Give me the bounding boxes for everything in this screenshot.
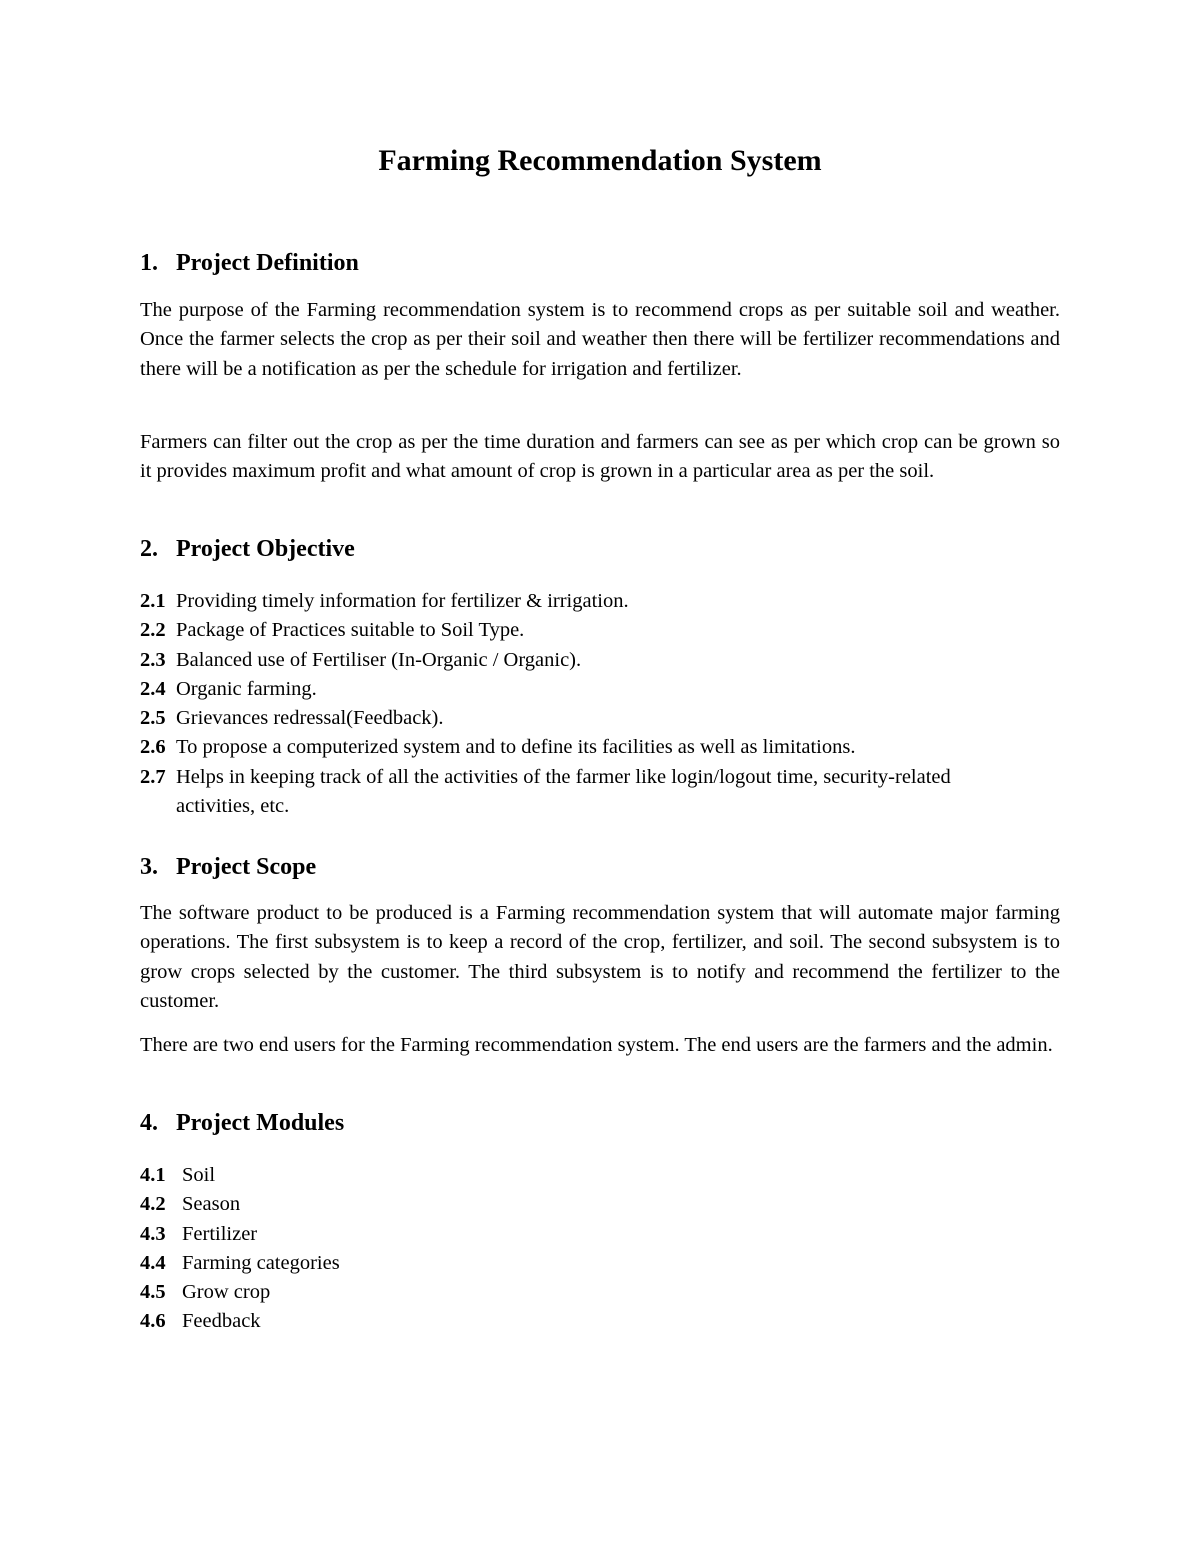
objective-item: [140, 733, 1060, 762]
item-text: Providing timely information for fertilizer & irrigation.: [176, 590, 629, 612]
section-title: Project Definition: [176, 250, 359, 276]
definition-paragraph-2: Farmers can filter out the crop as per the time duration and farmers can see as per which crop can be grown so it provides maximum profit and what amount of crop is grown in a particular area as per the soil.: [140, 431, 1060, 483]
document-title: Farming Recommendation System: [378, 144, 822, 177]
section-number: 2.: [140, 536, 158, 562]
item-text: Grievances redressal(Feedback).: [176, 707, 444, 730]
section-heading-project-definition: [140, 248, 359, 278]
objective-item: [140, 675, 1060, 704]
scope-paragraph-1: The software product to be produced is a Farming recommendation system that will automate major farming operations. The first subsystem is to keep a record of the crop, fertilizer, and soil. The second subsystem is to grow crops selected by the customer. The third subsystem is to notify and recommend the fertilizer to the customer.: [140, 902, 1060, 1012]
scope-paragraph-2: There are two end users for the Farming recommendation system. The end users are the farmers and the admin.: [140, 1034, 1053, 1056]
objective-item: [140, 704, 1060, 733]
item-number: 2.7: [140, 765, 166, 788]
item-number: 4.4: [140, 1251, 166, 1274]
section-number: 4.: [140, 1110, 158, 1136]
definition-paragraph-1: The purpose of the Farming recommendation system is to recommend crops as per suitable soil and weather. Once the farmer selects the crop as per their soil and weather then there will be fertilizer recommendations and there will be a notification as per the schedule for irrigation and fertilizer.: [140, 299, 1060, 380]
item-number: 2.6: [140, 736, 166, 759]
module-item: [140, 1220, 1060, 1249]
section-heading-project-scope: [140, 852, 316, 882]
item-number: 4.6: [140, 1310, 166, 1333]
item-text: Soil: [182, 1164, 216, 1186]
objective-list: [140, 587, 1060, 821]
item-number: 2.3: [140, 648, 166, 671]
objective-item: [140, 646, 1060, 675]
section-title: Project Objective: [176, 536, 355, 562]
item-text: Balanced use of Fertiliser (In-Organic / Organic).: [176, 648, 582, 671]
module-item: [140, 1249, 1060, 1278]
module-item: [140, 1161, 1060, 1190]
item-number: 4.5: [140, 1281, 166, 1304]
item-text: Helps in keeping track of all the activities of the farmer like login/logout time, security-related activities, etc.: [176, 765, 951, 818]
item-text: Season: [182, 1193, 241, 1216]
item-number: 4.3: [140, 1222, 166, 1245]
item-number: 2.5: [140, 707, 166, 730]
item-number: 2.2: [140, 619, 166, 642]
item-text: Fertilizer: [182, 1222, 258, 1245]
section-title: Project Modules: [176, 1110, 345, 1136]
item-text: Feedback: [182, 1310, 261, 1333]
item-text: Package of Practices suitable to Soil Type.: [176, 619, 525, 642]
objective-item: [140, 616, 1060, 645]
objective-item: [140, 763, 1060, 822]
item-number: 4.2: [140, 1193, 166, 1216]
item-text: Farming categories: [182, 1251, 340, 1274]
item-text: Organic farming.: [176, 677, 317, 700]
item-text: Grow crop: [182, 1281, 271, 1304]
section-number: 1.: [140, 250, 158, 276]
module-item: [140, 1190, 1060, 1219]
section-heading-project-objective: [140, 534, 355, 564]
module-item: [140, 1307, 1060, 1336]
objective-item: [140, 587, 1060, 616]
section-heading-project-modules: [140, 1108, 344, 1138]
section-number: 3.: [140, 854, 158, 880]
item-number: 2.4: [140, 677, 166, 700]
section-title: Project Scope: [176, 854, 317, 880]
item-text: To propose a computerized system and to define its facilities as well as limitations.: [176, 736, 856, 759]
modules-list: [140, 1161, 1060, 1337]
item-number: 4.1: [140, 1164, 166, 1186]
module-item: [140, 1278, 1060, 1307]
item-number: 2.1: [140, 590, 166, 612]
